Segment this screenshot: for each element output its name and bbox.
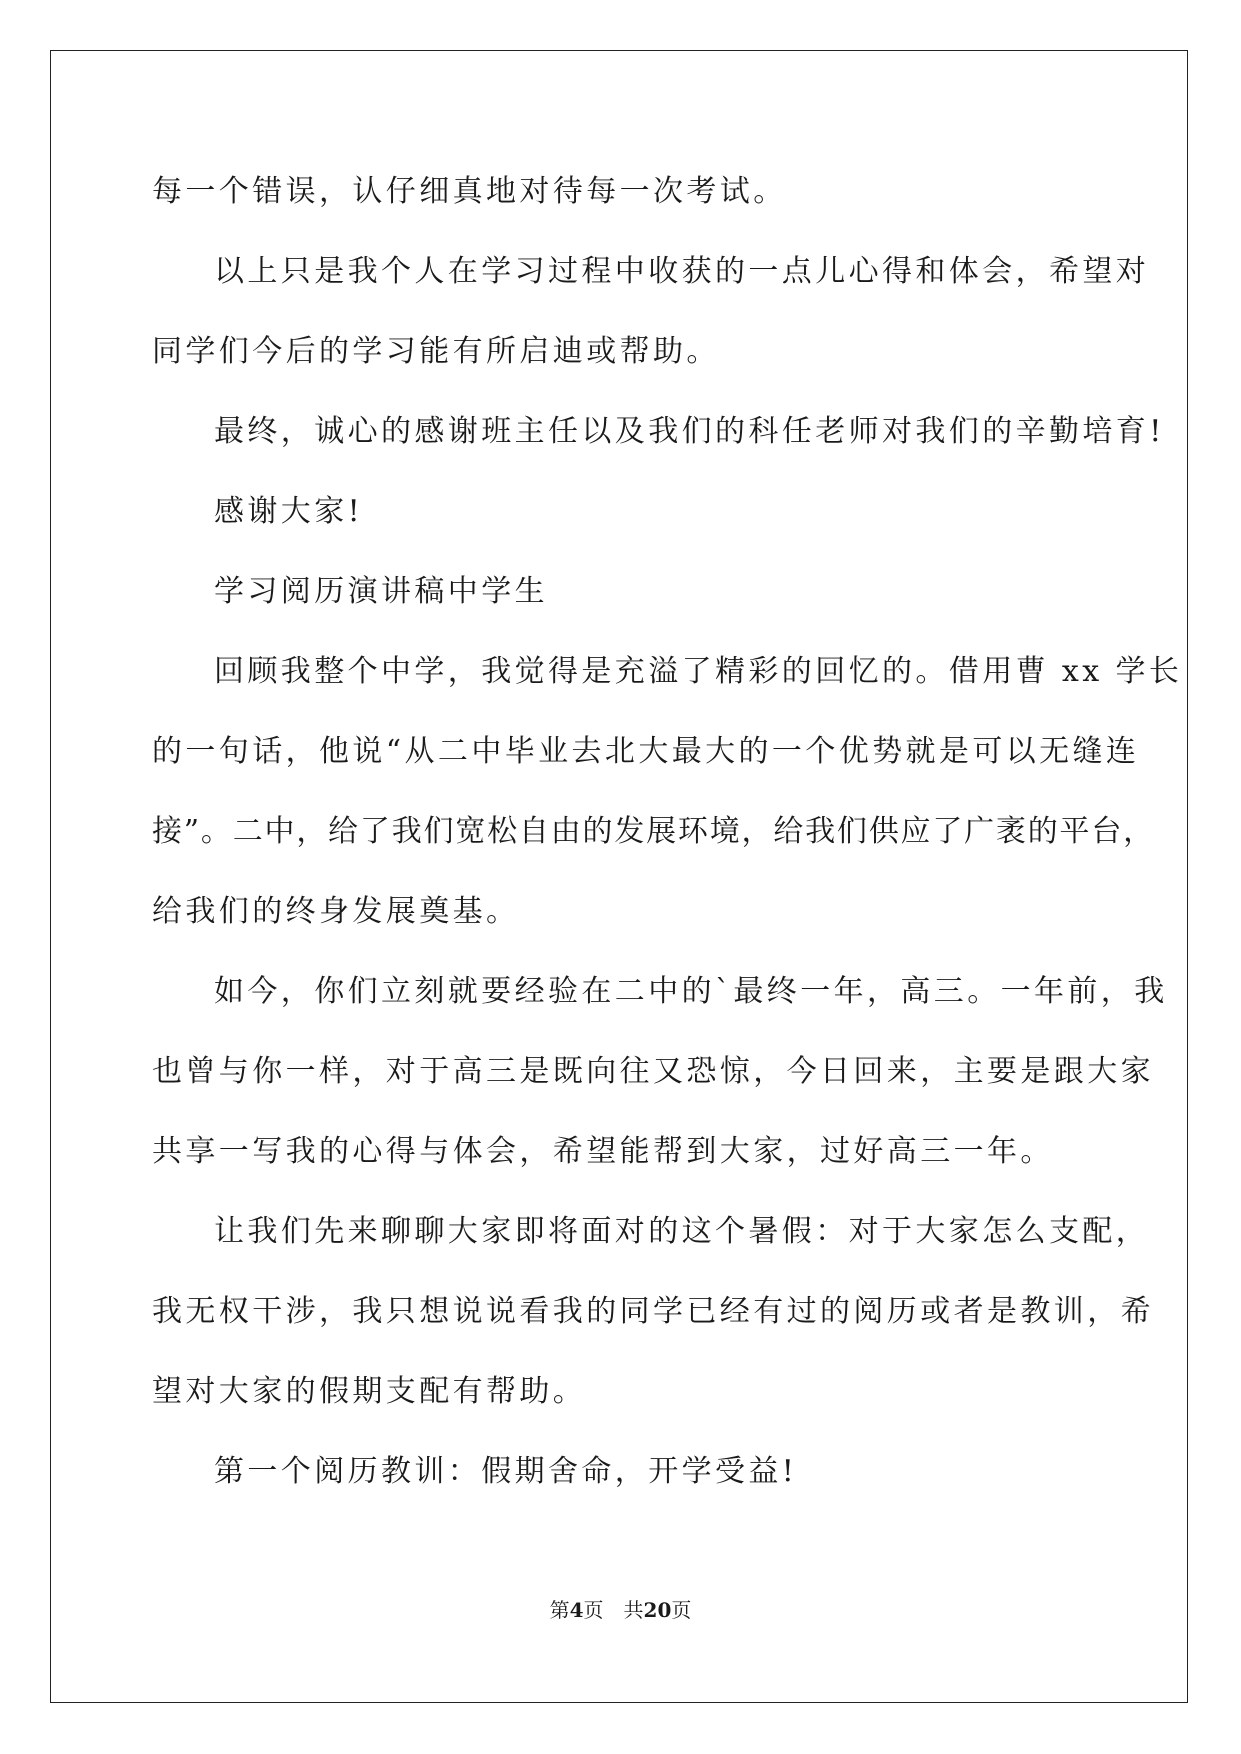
footer-suffix: 页 (671, 1598, 692, 1622)
page-footer (0, 1597, 1241, 1623)
footer-prefix: 第 (549, 1598, 570, 1622)
text-line: 如今，你们立刻就要经验在二中的`最终一年，高三。一年前，我 (214, 974, 1168, 1009)
text-line: 让我们先来聊聊大家即将面对的这个暑假：对于大家怎么支配， (214, 1214, 1150, 1249)
text-line: 也曾与你一样，对于高三是既向往又恐惊，今日回来，主要是跟大家 (152, 1054, 1154, 1089)
section-heading: 学习阅历演讲稿中学生 (214, 574, 548, 609)
text-line: 同学们今后的学习能有所启迪或帮助。 (152, 334, 720, 369)
text-line: 接”。二中，给了我们宽松自由的发展环境，给我们供应了广袤的平台， (152, 814, 1155, 849)
footer-middle: 页 共 (583, 1598, 644, 1622)
text-line: 第一个阅历教训：假期舍命，开学受益! (214, 1454, 798, 1489)
text-line: 感谢大家! (214, 494, 364, 529)
text-line: 给我们的终身发展奠基。 (152, 894, 520, 929)
text-line: 最终，诚心的感谢班主任以及我们的科任老师对我们的辛勤培育! (214, 414, 1165, 449)
total-page-number: 20 (643, 1598, 672, 1622)
text-line: 回顾我整个中学，我觉得是充溢了精彩的回忆的。借用曹 xx 学长 (214, 654, 1183, 689)
text-line: 共享一写我的心得与体会，希望能帮到大家，过好高三一年。 (152, 1134, 1054, 1169)
text-line: 以上只是我个人在学习过程中收获的一点儿心得和体会，希望对 (214, 254, 1150, 289)
text-line: 的一句话，他说“从二中毕业去北大最大的一个优势就是可以无缝连 (152, 734, 1140, 769)
current-page-number: 4 (569, 1598, 584, 1622)
text-line: 每一个错误，认仔细真地对待每一次考试。 (152, 174, 787, 209)
text-line: 我无权干涉，我只想说说看我的同学已经有过的阅历或者是教训，希 (152, 1294, 1154, 1329)
text-line: 望对大家的假期支配有帮助。 (152, 1374, 587, 1409)
